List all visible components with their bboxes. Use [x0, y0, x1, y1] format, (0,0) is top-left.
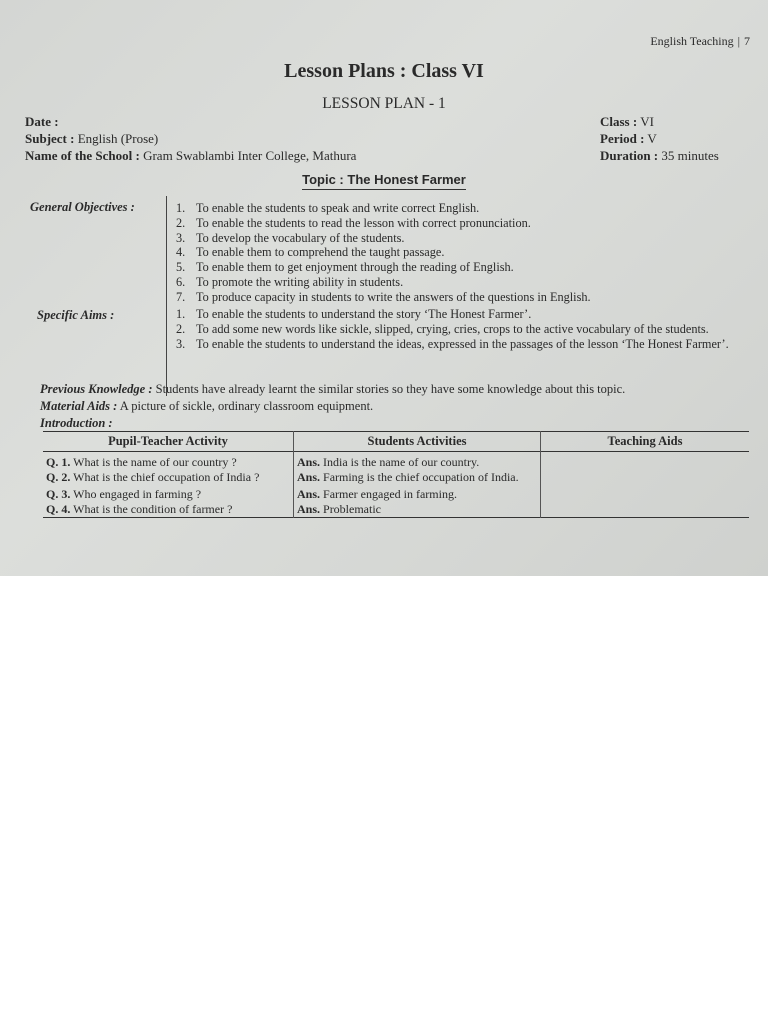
question-cell: Q. 1. What is the name of our country ? [46, 455, 237, 469]
answer-cell: Ans. Farmer engaged in farming. [294, 485, 541, 502]
table-header-row [43, 432, 749, 452]
plan-title: LESSON PLAN - 1 [322, 95, 446, 112]
class-field: Class : VI [600, 114, 654, 129]
aids-cell [541, 470, 750, 485]
list-item: 1. To enable the students to speak and write correct English. [176, 201, 480, 215]
topic-heading: Topic : The Honest Farmer [0, 172, 768, 187]
specific-aims-label: Specific Aims : [37, 308, 115, 322]
period-field: Period : V [600, 131, 657, 146]
answer-cell: Ans. Farming is the chief occupation of India. [294, 470, 541, 485]
list-item: 5. To enable them to get enjoyment through the reading of English. [176, 260, 514, 275]
list-item: 2. To enable the students to read the lesson with correct pronunciation. [176, 215, 531, 230]
aids-cell [541, 485, 750, 502]
introduction-label: Introduction : [40, 416, 113, 430]
column-header: Teaching Aids [541, 432, 750, 452]
duration-field: Duration : 35 minutes [600, 148, 719, 163]
page-title: Lesson Plans : Class VI [284, 60, 484, 82]
divider [166, 196, 167, 396]
list-item: 6. To promote the writing ability in students. [176, 274, 404, 289]
material-aids: Material Aids : A picture of sickle, ordinary classroom equipment. [40, 399, 374, 413]
list-item: 7. To produce capacity in students to write the answers of the questions in English. [176, 289, 591, 304]
school-field: Name of the School : Gram Swablambi Inter College, Mathura [25, 148, 357, 163]
answer-cell: Ans. Problematic [294, 502, 541, 518]
page-number: 7 [744, 34, 750, 48]
list-item: 1. To enable the students to understand the story ‘The Honest Farmer’. [176, 307, 532, 321]
list-item: 3. To develop the vocabulary of the students. [176, 230, 405, 245]
table-row [43, 470, 749, 485]
question-cell: Q. 4. What is the condition of farmer ? [46, 502, 233, 516]
list-item: 3. To enable the students to understand the ideas, expressed in the passages of the lesson ‘The Honest Farmer’. [176, 336, 729, 351]
aids-cell [541, 502, 750, 518]
activity-table [43, 431, 749, 518]
running-head: English Teaching | 7 [650, 34, 750, 48]
answer-cell: Ans. India is the name of our country. [294, 452, 541, 471]
table-row [43, 452, 749, 471]
general-objectives-label: General Objectives : [30, 200, 135, 214]
column-header: Pupil-Teacher Activity [108, 434, 228, 448]
question-cell: Q. 2. What is the chief occupation of India ? [46, 470, 260, 484]
aids-cell [541, 452, 750, 471]
subject-field: Subject : English (Prose) [25, 131, 159, 146]
previous-knowledge: Previous Knowledge : Students have already learnt the similar stories so they have some knowledge about this topic. [40, 382, 626, 396]
question-cell: Q. 3. Who engaged in farming ? [46, 487, 202, 501]
table-row [43, 485, 749, 502]
specific-aims-list [176, 307, 751, 351]
list-item: 4. To enable them to comprehend the taught passage. [176, 245, 445, 260]
table-row [43, 502, 749, 518]
date-field: Date : [25, 114, 59, 129]
list-item: 2. To add some new words like sickle, slipped, crying, cries, crops to the active vocabulary of the students. [176, 321, 709, 336]
running-head-text: English Teaching [650, 34, 734, 48]
column-header: Students Activities [294, 432, 541, 452]
general-objectives-list [176, 201, 751, 305]
